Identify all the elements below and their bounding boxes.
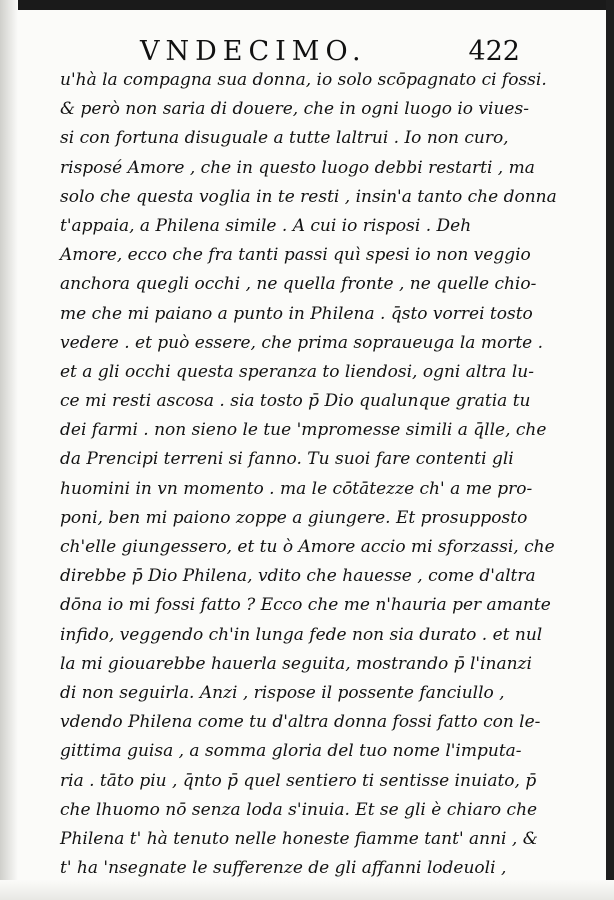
text-line: et a gli occhi questa speranza to liendosi, ogni altra lu- bbox=[60, 361, 534, 382]
text-line: infido, veggendo ch'in lunga fede non sia durato . et nul bbox=[60, 624, 543, 645]
text-line: Philena t' hà tenuto nelle honeste fiamme tant' anni , & bbox=[60, 828, 538, 849]
page-right-edge bbox=[606, 0, 614, 900]
text-line: la mi giouarebbe hauerla seguita, mostrando p̄ l'inanzi bbox=[60, 653, 532, 674]
text-line: risposé Amore , che in questo luogo debbi restarti , ma bbox=[60, 157, 535, 178]
page-bottom-shade bbox=[0, 880, 614, 900]
running-head: VNDECIMO. bbox=[140, 36, 367, 67]
text-line: Amore, ecco che fra tanti passi quì spesi io non veggio bbox=[60, 245, 531, 266]
text-line: ce mi resti ascosa . sia tosto p̄ Dio qualunque gratia tu bbox=[60, 391, 531, 412]
gutter-shadow bbox=[0, 0, 18, 900]
body-text bbox=[60, 66, 557, 883]
text-line: me che mi paiano a punto in Philena . q̄sto vorrei tosto bbox=[60, 303, 533, 324]
page-number: 422 bbox=[468, 36, 520, 67]
text-line: di non seguirla. Anzi , rispose il possente fanciullo , bbox=[60, 682, 505, 703]
text-line: gittima guisa , a somma gloria del tuo nome l'imputa- bbox=[60, 741, 522, 762]
text-line: t'appaia, a Philena simile . A cui io risposi . Deh bbox=[60, 215, 472, 236]
text-line: solo che questa voglia in te resti , insin'a tanto che donna bbox=[60, 186, 557, 207]
page-top-edge bbox=[0, 0, 614, 10]
text-line: vdendo Philena come tu d'altra donna fossi fatto con le- bbox=[60, 712, 541, 733]
text-line: huomini in vn momento . ma le cōtātezze ch' a me pro- bbox=[60, 478, 533, 499]
text-line: ch'elle giungessero, et tu ò Amore accio mi sforzassi, che bbox=[60, 537, 555, 557]
text-line: u'hà la compagna sua donna, io solo scōpagnato ci fossi. bbox=[60, 70, 547, 90]
text-line: vedere . et può essere, che prima sopraueuga la morte . bbox=[60, 332, 544, 353]
text-line: si con fortuna disuguale a tutte laltrui . Io non curo, bbox=[60, 128, 509, 149]
text-line: poni, ben mi paiono zoppe a giungere. Et prosupposto bbox=[60, 507, 528, 528]
text-line: ria . tāto piu , q̄nto p̄ quel sentiero ti sentisse inuiato, p̄ bbox=[60, 770, 537, 791]
text-line: & però non saria di douere, che in ogni luogo io viues- bbox=[60, 99, 529, 120]
text-line: dei farmi . non sieno le tue 'mpromesse simili a q̄lle, che bbox=[60, 420, 547, 441]
text-line: anchora quegli occhi , ne quella fronte , ne quelle chio- bbox=[60, 274, 537, 295]
text-line: che lhuomo nō senza loda s'inuia. Et se gli è chiaro che bbox=[60, 799, 538, 820]
text-line: da Prencipi terreni si fanno. Tu suoi fare contenti gli bbox=[60, 449, 514, 470]
text-line: direbbe p̄ Dio Philena, vdito che hauesse , come d'altra bbox=[60, 566, 536, 587]
text-line: dōna io mi fossi fatto ? Ecco che me n'hauria per amante bbox=[60, 595, 551, 616]
text-line: t' ha 'nsegnate le sufferenze de gli affanni lodeuoli , bbox=[60, 858, 507, 879]
